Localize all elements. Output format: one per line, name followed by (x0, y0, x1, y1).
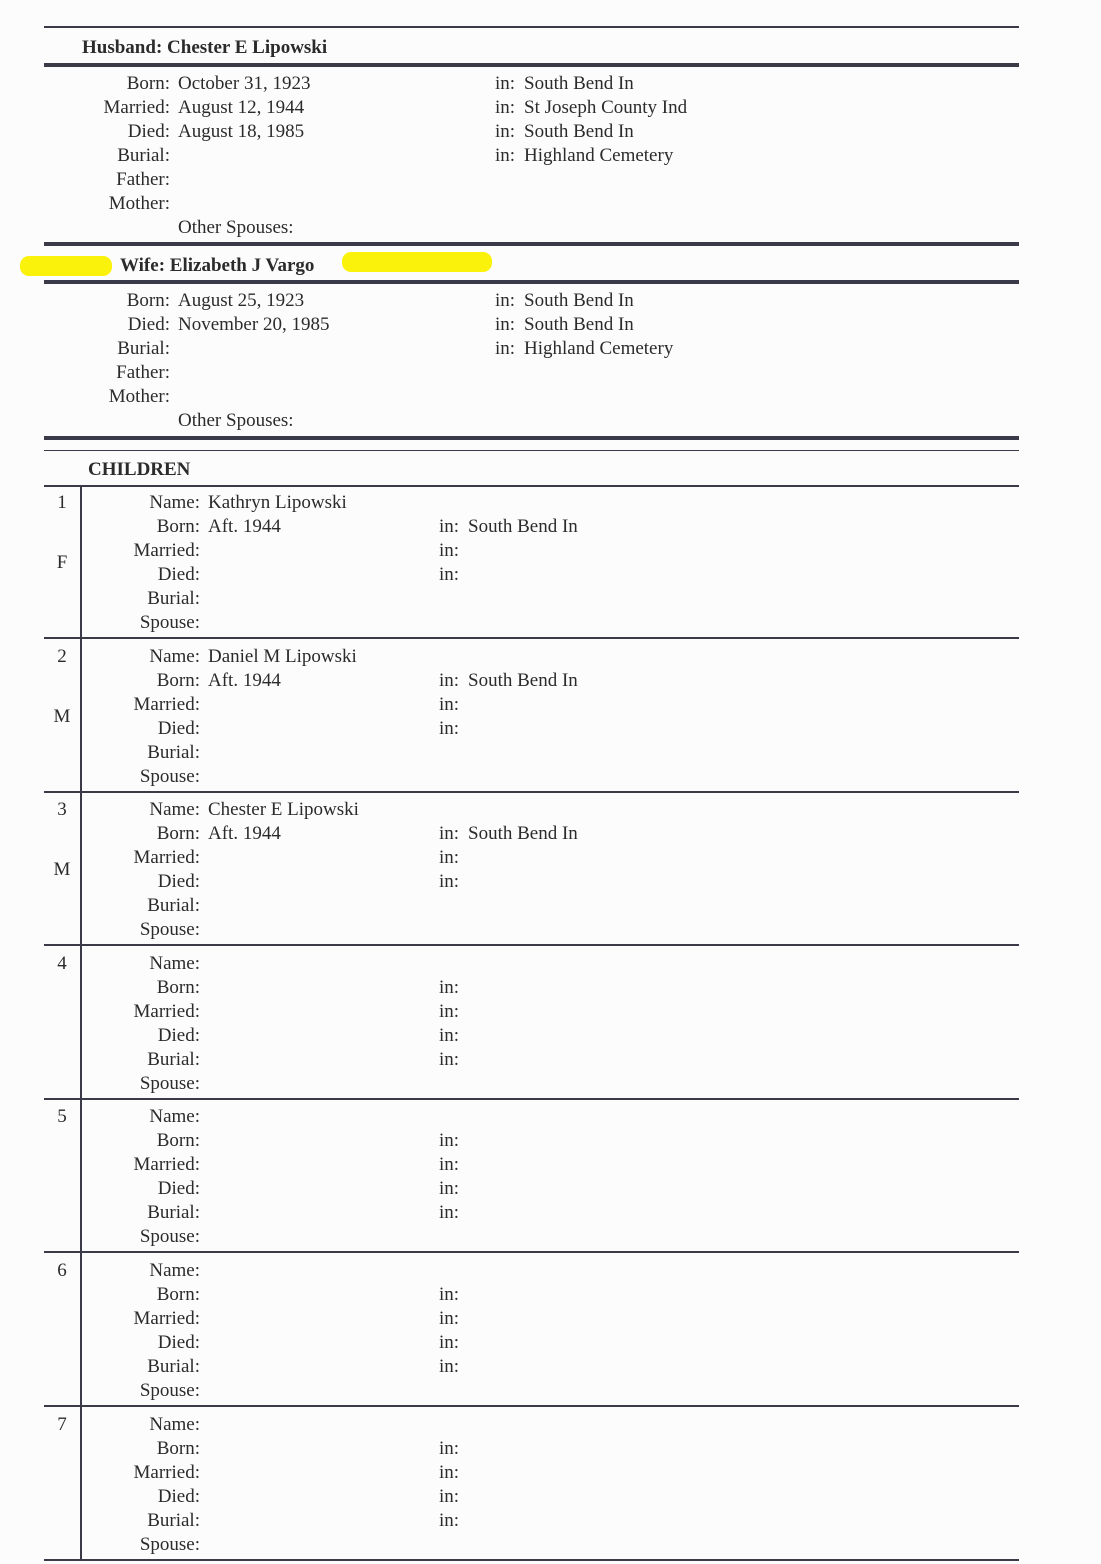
field-label: Died: (127, 121, 170, 142)
field-label: Father: (116, 362, 170, 383)
child-number: 1 (57, 492, 67, 513)
field-label: Born: (126, 73, 170, 94)
field-label: Burial: (117, 338, 170, 359)
field-label: Spouse: (139, 1533, 200, 1555)
child-divider (44, 1251, 1019, 1253)
divider (44, 436, 1019, 440)
field-label: Mother: (108, 193, 170, 214)
field-value: August 18, 1985 (178, 121, 305, 142)
field-label: Burial: (147, 1356, 200, 1377)
field-label: Name: (149, 645, 200, 667)
field-value: Chester E Lipowski (208, 799, 359, 821)
field-label: Died: (157, 1178, 200, 1200)
husband-other-spouses-label: Other Spouses: (178, 217, 294, 238)
field-label: Born: (156, 1437, 200, 1459)
husband-heading-label: Husband: (82, 37, 163, 58)
divider (44, 485, 1019, 487)
husband-name: Chester E Lipowski (167, 37, 328, 58)
field-label: Married: (133, 1308, 200, 1329)
place-value: South Bend In (524, 73, 634, 94)
wife-heading (120, 255, 314, 277)
field-label: Died: (157, 871, 200, 893)
in-label: in: (439, 1356, 460, 1377)
field-label: Married: (133, 847, 200, 869)
field-label: Burial: (147, 1202, 200, 1224)
field-value: August 12, 1944 (178, 97, 305, 118)
in-label: in: (439, 693, 460, 715)
field-value: November 20, 1985 (178, 314, 330, 335)
in-label: in: (439, 1437, 460, 1459)
field-label: Married: (103, 97, 170, 118)
field-label: Name: (149, 1260, 200, 1281)
field-label: Burial: (147, 741, 200, 763)
field-label: Name: (149, 1106, 200, 1128)
child-divider (44, 637, 1019, 639)
field-label: Born: (156, 669, 200, 691)
field-label: Died: (127, 314, 170, 335)
in-label: in: (439, 540, 460, 561)
field-label: Mother: (108, 386, 170, 407)
divider (44, 450, 1019, 451)
field-label: Burial: (147, 1509, 200, 1531)
place-value: South Bend In (524, 121, 634, 142)
field-label: Name: (149, 492, 200, 513)
field-label: Died: (157, 1332, 200, 1353)
field-label: Burial: (147, 1048, 200, 1070)
in-label: in: (439, 1332, 460, 1353)
divider (44, 280, 1019, 284)
field-label: Burial: (117, 145, 170, 166)
field-value: Aft. 1944 (208, 516, 281, 537)
in-label: in: (439, 1000, 460, 1022)
in-label: in: (495, 97, 516, 118)
place-value: Highland Cemetery (524, 338, 674, 359)
divider (44, 26, 1019, 28)
in-label: in: (439, 516, 460, 537)
field-label: Spouse: (139, 1072, 200, 1094)
wife-heading-label: Wife: (120, 255, 166, 276)
in-label: in: (439, 1178, 460, 1200)
in-label: in: (439, 1130, 460, 1152)
place-value: Highland Cemetery (524, 145, 674, 166)
field-label: Name: (149, 1413, 200, 1435)
field-value: Aft. 1944 (208, 669, 281, 691)
in-label: in: (495, 121, 516, 142)
field-value: Kathryn Lipowski (208, 492, 347, 513)
field-label: Born: (156, 823, 200, 845)
divider (44, 242, 1019, 246)
field-label: Married: (133, 1154, 200, 1176)
in-label: in: (439, 1284, 460, 1305)
place-value: South Bend In (524, 314, 634, 335)
field-label: Born: (156, 1284, 200, 1305)
children-heading: CHILDREN (88, 459, 191, 480)
child-number: 4 (57, 952, 67, 974)
field-label: Name: (149, 799, 200, 821)
child-divider (44, 1559, 1019, 1561)
field-label: Spouse: (139, 612, 200, 633)
in-label: in: (439, 564, 460, 585)
field-label: Died: (157, 564, 200, 585)
in-label: in: (439, 823, 460, 845)
field-value: Daniel M Lipowski (208, 645, 357, 667)
in-label: in: (439, 1154, 460, 1176)
field-label: Name: (149, 952, 200, 974)
wife-other-spouses-label: Other Spouses: (178, 410, 294, 431)
in-label: in: (439, 669, 460, 691)
field-label: Married: (133, 1461, 200, 1483)
child-number: 7 (57, 1413, 67, 1435)
child-sex: M (53, 705, 71, 727)
highlight-mark (342, 252, 492, 272)
field-label: Spouse: (139, 1380, 200, 1401)
field-label: Died: (157, 717, 200, 739)
field-label: Born: (156, 1130, 200, 1152)
child-sex: F (56, 552, 68, 573)
husband-heading (82, 37, 327, 59)
in-label: in: (439, 1461, 460, 1483)
field-label: Died: (157, 1024, 200, 1046)
in-label: in: (439, 976, 460, 998)
in-label: in: (439, 1308, 460, 1329)
field-label: Born: (126, 290, 170, 311)
in-label: in: (495, 314, 516, 335)
child-divider (44, 944, 1019, 946)
in-label: in: (439, 1202, 460, 1224)
child-number: 5 (57, 1106, 67, 1128)
in-label: in: (439, 871, 460, 893)
in-label: in: (439, 1509, 460, 1531)
field-value: August 25, 1923 (178, 290, 305, 311)
field-label: Father: (116, 169, 170, 190)
in-label: in: (439, 717, 460, 739)
in-label: in: (439, 847, 460, 869)
field-label: Born: (156, 976, 200, 998)
field-label: Married: (133, 693, 200, 715)
child-divider (44, 1098, 1019, 1100)
wife-name: Elizabeth J Vargo (169, 255, 315, 276)
field-label: Spouse: (139, 1226, 200, 1248)
child-sex: M (53, 859, 71, 881)
in-label: in: (495, 338, 516, 359)
child-divider (44, 791, 1019, 793)
field-label: Spouse: (139, 765, 200, 787)
in-label: in: (439, 1485, 460, 1507)
child-number: 3 (57, 799, 67, 821)
highlight-mark (20, 256, 112, 276)
place-value: South Bend In (468, 516, 578, 537)
field-label: Burial: (147, 895, 200, 917)
place-value: South Bend In (468, 823, 578, 845)
field-label: Married: (133, 1000, 200, 1022)
in-label: in: (439, 1024, 460, 1046)
place-value: South Bend In (468, 669, 578, 691)
in-label: in: (439, 1048, 460, 1070)
in-label: in: (495, 73, 516, 94)
child-number: 6 (57, 1260, 67, 1281)
field-value: October 31, 1923 (178, 73, 311, 94)
in-label: in: (495, 290, 516, 311)
divider (44, 63, 1019, 67)
field-value: Aft. 1944 (208, 823, 281, 845)
field-label: Burial: (147, 588, 200, 609)
in-label: in: (495, 145, 516, 166)
child-divider (44, 1405, 1019, 1407)
place-value: St Joseph County Ind (524, 97, 688, 118)
field-label: Died: (157, 1485, 200, 1507)
child-number: 2 (57, 645, 67, 667)
field-label: Spouse: (139, 919, 200, 941)
field-label: Born: (156, 516, 200, 537)
place-value: South Bend In (524, 290, 634, 311)
field-label: Married: (133, 540, 200, 561)
